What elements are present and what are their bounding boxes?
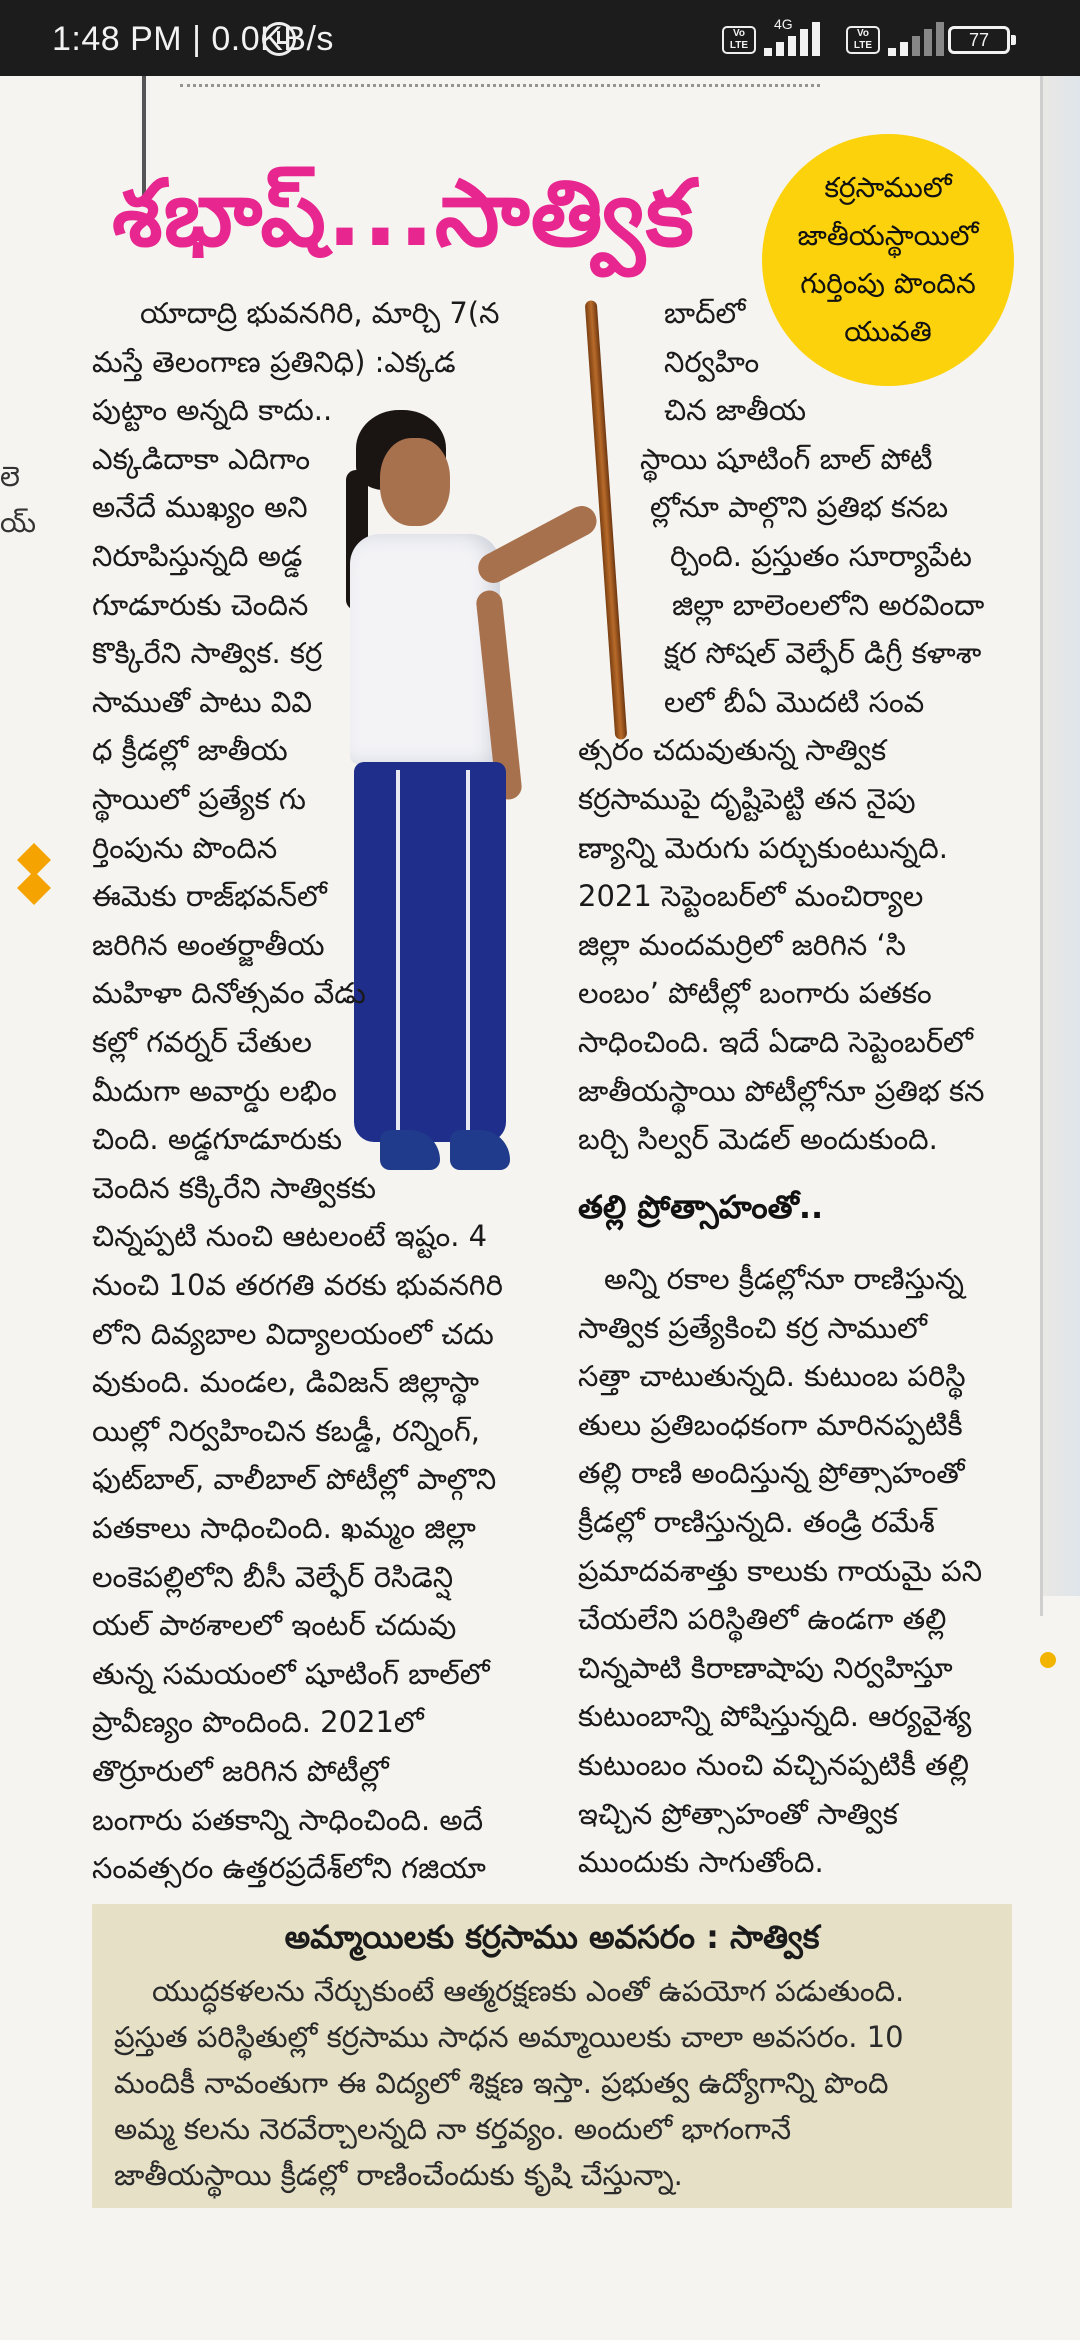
text-line: కల్లో గవర్నర్ చేతుల bbox=[92, 1025, 312, 1059]
text-line: మస్తే తెలంగాణ ప్రతినిధి) :ఎక్కడ bbox=[92, 344, 456, 379]
text-line: చిన్నపాటి కిరాణాషాపు నిర్వహిస్తూ bbox=[578, 1650, 953, 1685]
text-line: క్రీడల్లో రాణిస్తున్నది. తండ్రి రమేశ్ bbox=[578, 1505, 935, 1539]
athlete-photo bbox=[340, 410, 530, 1190]
text-line: ఎక్కడిదాకా ఎదిగాం bbox=[92, 441, 311, 476]
text-line: చింది. అడ్డగూడూరుకు bbox=[92, 1122, 343, 1157]
text-line: నిర్వహిం bbox=[664, 344, 760, 379]
text-line: తులు ప్రతిబంధకంగా మారినప్పటికీ bbox=[578, 1407, 963, 1442]
headline: శభాష్...సాత్విక bbox=[112, 160, 695, 267]
text-line: స్థాయిలో ప్రత్యేక గు bbox=[92, 782, 306, 816]
text-line: కుటుంబాన్ని పోషిస్తున్నది. ఆర్యవైశ్య bbox=[578, 1699, 972, 1734]
volte-icon: Vo LTE bbox=[722, 26, 756, 54]
text-line: చిన జాతీయ bbox=[664, 393, 807, 428]
text-line: జరిగిన అంతర్జాతీయ bbox=[92, 927, 325, 962]
alarm-icon bbox=[262, 22, 296, 56]
text-line: ణ్యాన్ని మెరుగు పర్చుకుంటున్నది. bbox=[578, 830, 948, 865]
text-line: క్షర సోషల్ వెల్ఫేర్ డిగ్రీ కళాశా bbox=[664, 636, 982, 671]
adjacent-page-strip bbox=[1042, 76, 1080, 1596]
text-line: సాత్విక ప్రత్యేకించి కర్ర సాములో bbox=[578, 1310, 927, 1345]
box-title: అమ్మాయిలకు కర్రసాము అవసరం : సాత్విక bbox=[284, 1918, 820, 1956]
battery-icon: 77 bbox=[948, 26, 1010, 54]
text-line: ఫుట్‌బాల్, వాలీబాల్ పోటీల్లో పాల్గొని bbox=[92, 1462, 497, 1497]
edge-fragment: లె bbox=[0, 460, 20, 493]
text-line: లలో బీఏ మొదటి సంవ bbox=[664, 684, 925, 719]
text-line: పుట్టాం అన్నది కాదు.. bbox=[92, 393, 333, 428]
text-line: చెందిన కక్కిరేని సాత్వికకు bbox=[92, 1170, 377, 1205]
text-line: అన్ని రకాల క్రీడల్లోనూ రాణిస్తున్న bbox=[604, 1262, 964, 1296]
text-line: లంకెపల్లిలోని బీసీ వెల్ఫేర్ రెసిడెన్షి bbox=[92, 1559, 454, 1594]
column-rule bbox=[1040, 76, 1043, 1616]
section-subheading: తల్లి ప్రోత్సాహంతో.. bbox=[578, 1188, 824, 1226]
text-line: యిల్లో నిర్వహించిన కబడ్డీ, రన్నింగ్, bbox=[92, 1413, 480, 1448]
signal-icon bbox=[764, 22, 824, 56]
text-line: తొర్రూరులో జరిగిన పోటీల్లో bbox=[92, 1754, 389, 1788]
text-line: మీదుగా అవార్డు లభిం bbox=[92, 1073, 337, 1108]
text-line: త్సరం చదువుతున్న సాత్విక bbox=[578, 733, 887, 768]
text-line: బంగారు పతకాన్ని సాధించింది. అదే bbox=[92, 1802, 484, 1837]
text-line: ప్రమాదవశాత్తు కాలుకు గాయమై పని bbox=[578, 1553, 983, 1588]
text-line: ముందుకు సాగుతోంది. bbox=[578, 1845, 824, 1880]
text-line: సాధించింది. ఇదే ఏడాది సెప్టెంబర్‌లో bbox=[578, 1025, 973, 1059]
text-line: లోని దివ్యబాల విద్యాలయంలో చదు bbox=[92, 1316, 494, 1351]
text-line: వుకుంది. మండల, డివిజన్ జిల్లాస్థా bbox=[92, 1365, 479, 1400]
text-line: కర్రసాముపై దృష్టిపెట్టి తన నైపు bbox=[578, 782, 916, 816]
text-line: మహిళా దినోత్సవం వేడు bbox=[92, 976, 366, 1011]
text-line: జాతీయస్థాయి పోటీల్లోనూ ప్రతిభ కన bbox=[578, 1073, 985, 1108]
text-line: సాముతో పాటు వివి bbox=[92, 684, 313, 719]
text-line: బాద్‌లో bbox=[664, 296, 746, 330]
text-line: కుటుంబం నుంచి వచ్చినప్పటికీ తల్లి bbox=[578, 1748, 969, 1782]
bubble-line: గుర్తింపు పొందిన bbox=[800, 267, 976, 300]
text-line: ఇచ్చిన ప్రోత్సాహంతో సాత్విక bbox=[578, 1796, 898, 1831]
text-line: ర్చింది. ప్రస్తుతం సూర్యాపేట bbox=[670, 539, 972, 573]
text-line: సంవత్సరం ఉత్తరప్రదేశ్‌లోని గజియా bbox=[92, 1851, 486, 1886]
text-line: యల్ పాఠశాలలో ఇంటర్ చదువు bbox=[92, 1608, 457, 1643]
box-line: ప్రస్తుత పరిస్థితుల్లో కర్రసాము సాధన అమ్మాయిలకు చాలా అవసరం. 10 bbox=[114, 2020, 904, 2054]
text-line: జిల్లా బాలెంలలోని అరవిందా bbox=[672, 587, 985, 622]
text-line: ర్తింపును పొందిన bbox=[92, 830, 278, 865]
text-line: చిన్నప్పటి నుంచి ఆటలంటే ఇష్టం. 4 bbox=[92, 1219, 488, 1254]
text-line: సత్తా చాటుతున్నది. కుటుంబ పరిస్థి bbox=[578, 1359, 966, 1394]
bubble-line: యువతి bbox=[844, 315, 932, 348]
signal-icon-2 bbox=[888, 22, 948, 56]
text-line: తున్న సమయంలో షూటింగ్ బాల్‌లో bbox=[92, 1656, 490, 1691]
bubble-line: కర్రసాములో bbox=[824, 171, 952, 204]
bubble-line: జాతీయస్థాయిలో bbox=[797, 219, 979, 252]
text-line: చేయలేని పరిస్థితిలో ఉండగా తల్లి bbox=[578, 1602, 947, 1637]
box-line: మందికీ నావంతుగా ఈ విద్యలో శిక్షణ ఇస్తా. ప్రభుత్వ ఉద్యోగాన్ని పొంది bbox=[114, 2066, 889, 2100]
text-line: తల్లి రాణి అందిస్తున్న ప్రోత్సాహంతో bbox=[578, 1456, 965, 1491]
text-line: యాదాద్రి భువనగిరి, మార్చి 7(న bbox=[140, 296, 500, 330]
text-line: బర్చి సిల్వర్ మెడల్ అందుకుంది. bbox=[578, 1122, 938, 1157]
box-line: యుద్ధకళలను నేర్చుకుంటే ఆత్మరక్షణకు ఎంతో ఉపయోగ పడుతుంది. bbox=[152, 1974, 905, 2008]
text-line: 2021 సెప్టెంబర్‌లో మంచిర్యాల bbox=[578, 879, 924, 914]
text-line: అనేదే ముఖ్యం అని bbox=[92, 490, 308, 525]
text-line: పతకాలు సాధించింది. ఖమ్మం జిల్లా bbox=[92, 1511, 476, 1545]
text-line: నుంచి 10వ తరగతి వరకు భువనగిరి bbox=[92, 1268, 503, 1302]
edge-fragment: య్ bbox=[0, 506, 37, 539]
cut-text-line bbox=[180, 84, 820, 107]
text-line: ఈమెకు రాజ్‌భవన్‌లో bbox=[92, 879, 327, 914]
network-type: 4G bbox=[774, 16, 793, 32]
text-line: స్థాయి షూటింగ్ బాల్ పోటీ bbox=[640, 441, 933, 476]
text-line: లంబం’ పోటీల్లో బంగారు పతకం bbox=[578, 976, 932, 1011]
scroll-indicator[interactable] bbox=[1040, 1652, 1056, 1668]
text-line: ప్రావీణ్యం పొందింది. 2021లో bbox=[92, 1705, 424, 1740]
text-line: కొక్కిరేని సాత్విక. కర్ర bbox=[92, 636, 323, 671]
volte-icon-2: Vo LTE bbox=[846, 26, 880, 54]
status-bar bbox=[0, 0, 1080, 76]
text-line: జిల్లా మందమర్రిలో జరిగిన ‘సి bbox=[578, 927, 907, 962]
text-line: గూడూరుకు చెందిన bbox=[92, 587, 309, 622]
box-line: జాతీయస్థాయి క్రీడల్లో రాణించేందుకు కృషి చేస్తున్నా. bbox=[114, 2158, 683, 2192]
text-line: నిరూపిస్తున్నది అడ్డ bbox=[92, 539, 303, 573]
quote-box bbox=[92, 1904, 1012, 2208]
text-line: ల్లోనూ పాల్గొని ప్రతిభ కనబ bbox=[650, 490, 949, 525]
text-line: ధ క్రీడల్లో జాతీయ bbox=[92, 733, 288, 768]
box-line: అమ్మ కలను నెరవేర్చాలన్నది నా కర్తవ్యం. అందులో భాగంగానే bbox=[114, 2112, 792, 2146]
status-time: 1:48 PM | 0.0KB/s bbox=[52, 20, 334, 58]
highlight-bubble bbox=[762, 134, 1014, 386]
